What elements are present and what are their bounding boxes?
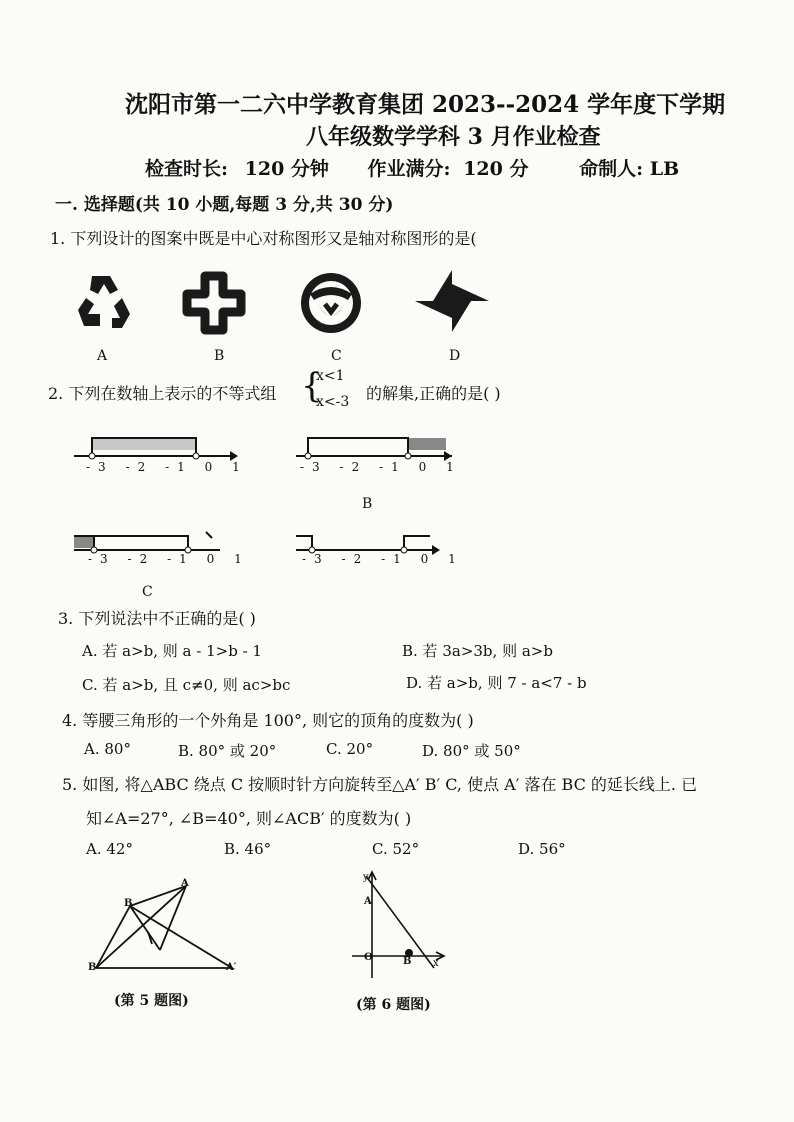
q5-option-b: B. 46° [224,840,272,858]
q3-option-c: C. 若 a>b, 且 c≠0, 则 ac>bc [82,676,291,694]
fig6-caption: (第 6 题图) [356,997,431,1013]
tick-c-0: -3 [88,552,116,566]
pinwheel-icon [413,268,491,334]
tick-b-1: -2 [339,460,368,474]
score-value: 120 分 [463,158,529,180]
ticks-c [88,552,250,566]
fig5-caption: (第 5 题图) [114,993,189,1009]
tick-d-2: -1 [381,552,409,566]
tick-a-3: 0 [204,460,221,474]
exam-subtitle: 八年级数学学科 3 月作业检查 [306,124,601,150]
tick-a-4: 1 [232,460,248,474]
q1-option-c: C [331,348,342,364]
score-label: 作业满分: [367,158,451,180]
ticks-b [300,460,462,474]
exam-meta [145,154,705,181]
q5-stem-line1: 5. 如图, 将△ABC 绕点 C 按顺时针方向旋转至△A′ B′ C, 使点 A′ 落在 BC 的延长线上. 已 [62,775,698,794]
q1-option-d: D [449,348,461,364]
fig6-label-b: B [403,956,412,967]
q1-stem: 1. 下列设计的图案中既是中心对称图形又是轴对称图形的是( [50,229,477,248]
q5-option-a: A. 42° [86,840,133,858]
q1-option-a: A [97,348,108,364]
tick-a-2: -1 [165,460,193,474]
q2-stem-after: 的解集,正确的是( ) [366,384,501,403]
tick-c-4: 1 [234,552,250,566]
fig6-label-a: A [364,896,372,907]
tick-d-1: -2 [341,552,370,566]
q4-stem: 4. 等腰三角形的一个外角是 100°, 则它的顶角的度数为( ) [62,711,474,730]
exam-title: 沈阳市第一二六中学教育集团 2023--2024 学年度下学期 [125,91,726,118]
author-label: 命制人: [579,158,644,180]
tick-c-3: 0 [206,552,223,566]
q4-option-c: C. 20° [326,740,374,758]
brace: { [301,366,323,406]
q5-option-c: C. 52° [372,840,420,858]
tick-d-0: -3 [302,552,330,566]
fig5-label-a-prime: A′ [226,962,237,973]
q1-option-b: B [214,348,225,364]
tick-a-1: -2 [125,460,154,474]
number-line-b [292,434,462,484]
tick-d-4: 1 [448,552,464,566]
time-label: 检查时长: [145,158,229,180]
time-value: 120 分钟 [244,158,329,180]
author-value: LB [649,158,680,180]
q2-option-c: C [142,584,153,600]
ticks-d [302,552,464,566]
fig5-label-b-top: B [124,898,133,909]
system-line-2: x<-3 [316,394,350,410]
fig6-label-o: O [364,952,373,963]
number-line-a [70,434,240,484]
tick-b-0: -3 [300,460,328,474]
tick-c-1: -2 [127,552,156,566]
tick-d-3: 0 [420,552,437,566]
q3-stem: 3. 下列说法中不正确的是( ) [58,609,256,628]
q5-stem-line2: 知∠A=27°, ∠B=40°, 则∠ACB′ 的度数为( ) [86,809,412,828]
cross-badge-icon [183,272,245,334]
tick-b-3: 0 [418,460,435,474]
q4-option-b: B. 80° 或 20° [178,742,277,760]
section-heading: 一. 选择题(共 10 小题,每题 3 分,共 30 分) [55,195,394,215]
q3-option-d: D. 若 a>b, 则 7 - a<7 - b [406,674,587,692]
tick-b-4: 1 [446,460,462,474]
q3-option-b: B. 若 3a>3b, 则 a>b [402,642,553,660]
fig6-label-x: x [433,958,439,969]
q5-option-d: D. 56° [518,840,566,858]
system-line-1: x<1 [316,368,345,384]
fig5-label-a-top: A [181,878,189,889]
ticks-a [86,460,248,474]
tick-b-2: -1 [379,460,407,474]
q3-option-a: A. 若 a>b, 则 a - 1>b - 1 [82,642,262,660]
figure-5-triangles [88,878,248,978]
recycle-icon [70,270,138,334]
tick-a-0: -3 [86,460,114,474]
tick-c-2: -1 [167,552,195,566]
q4-option-a: A. 80° [84,740,131,758]
fig5-label-b: B [88,962,97,973]
circle-emblem-icon [298,270,364,336]
q2-option-b: B [362,496,373,512]
q2-stem-before: 2. 下列在数轴上表示的不等式组 [48,384,277,403]
figure-6-graph [346,870,446,980]
fig6-label-y: y [363,872,369,883]
q4-option-d: D. 80° 或 50° [422,742,521,760]
